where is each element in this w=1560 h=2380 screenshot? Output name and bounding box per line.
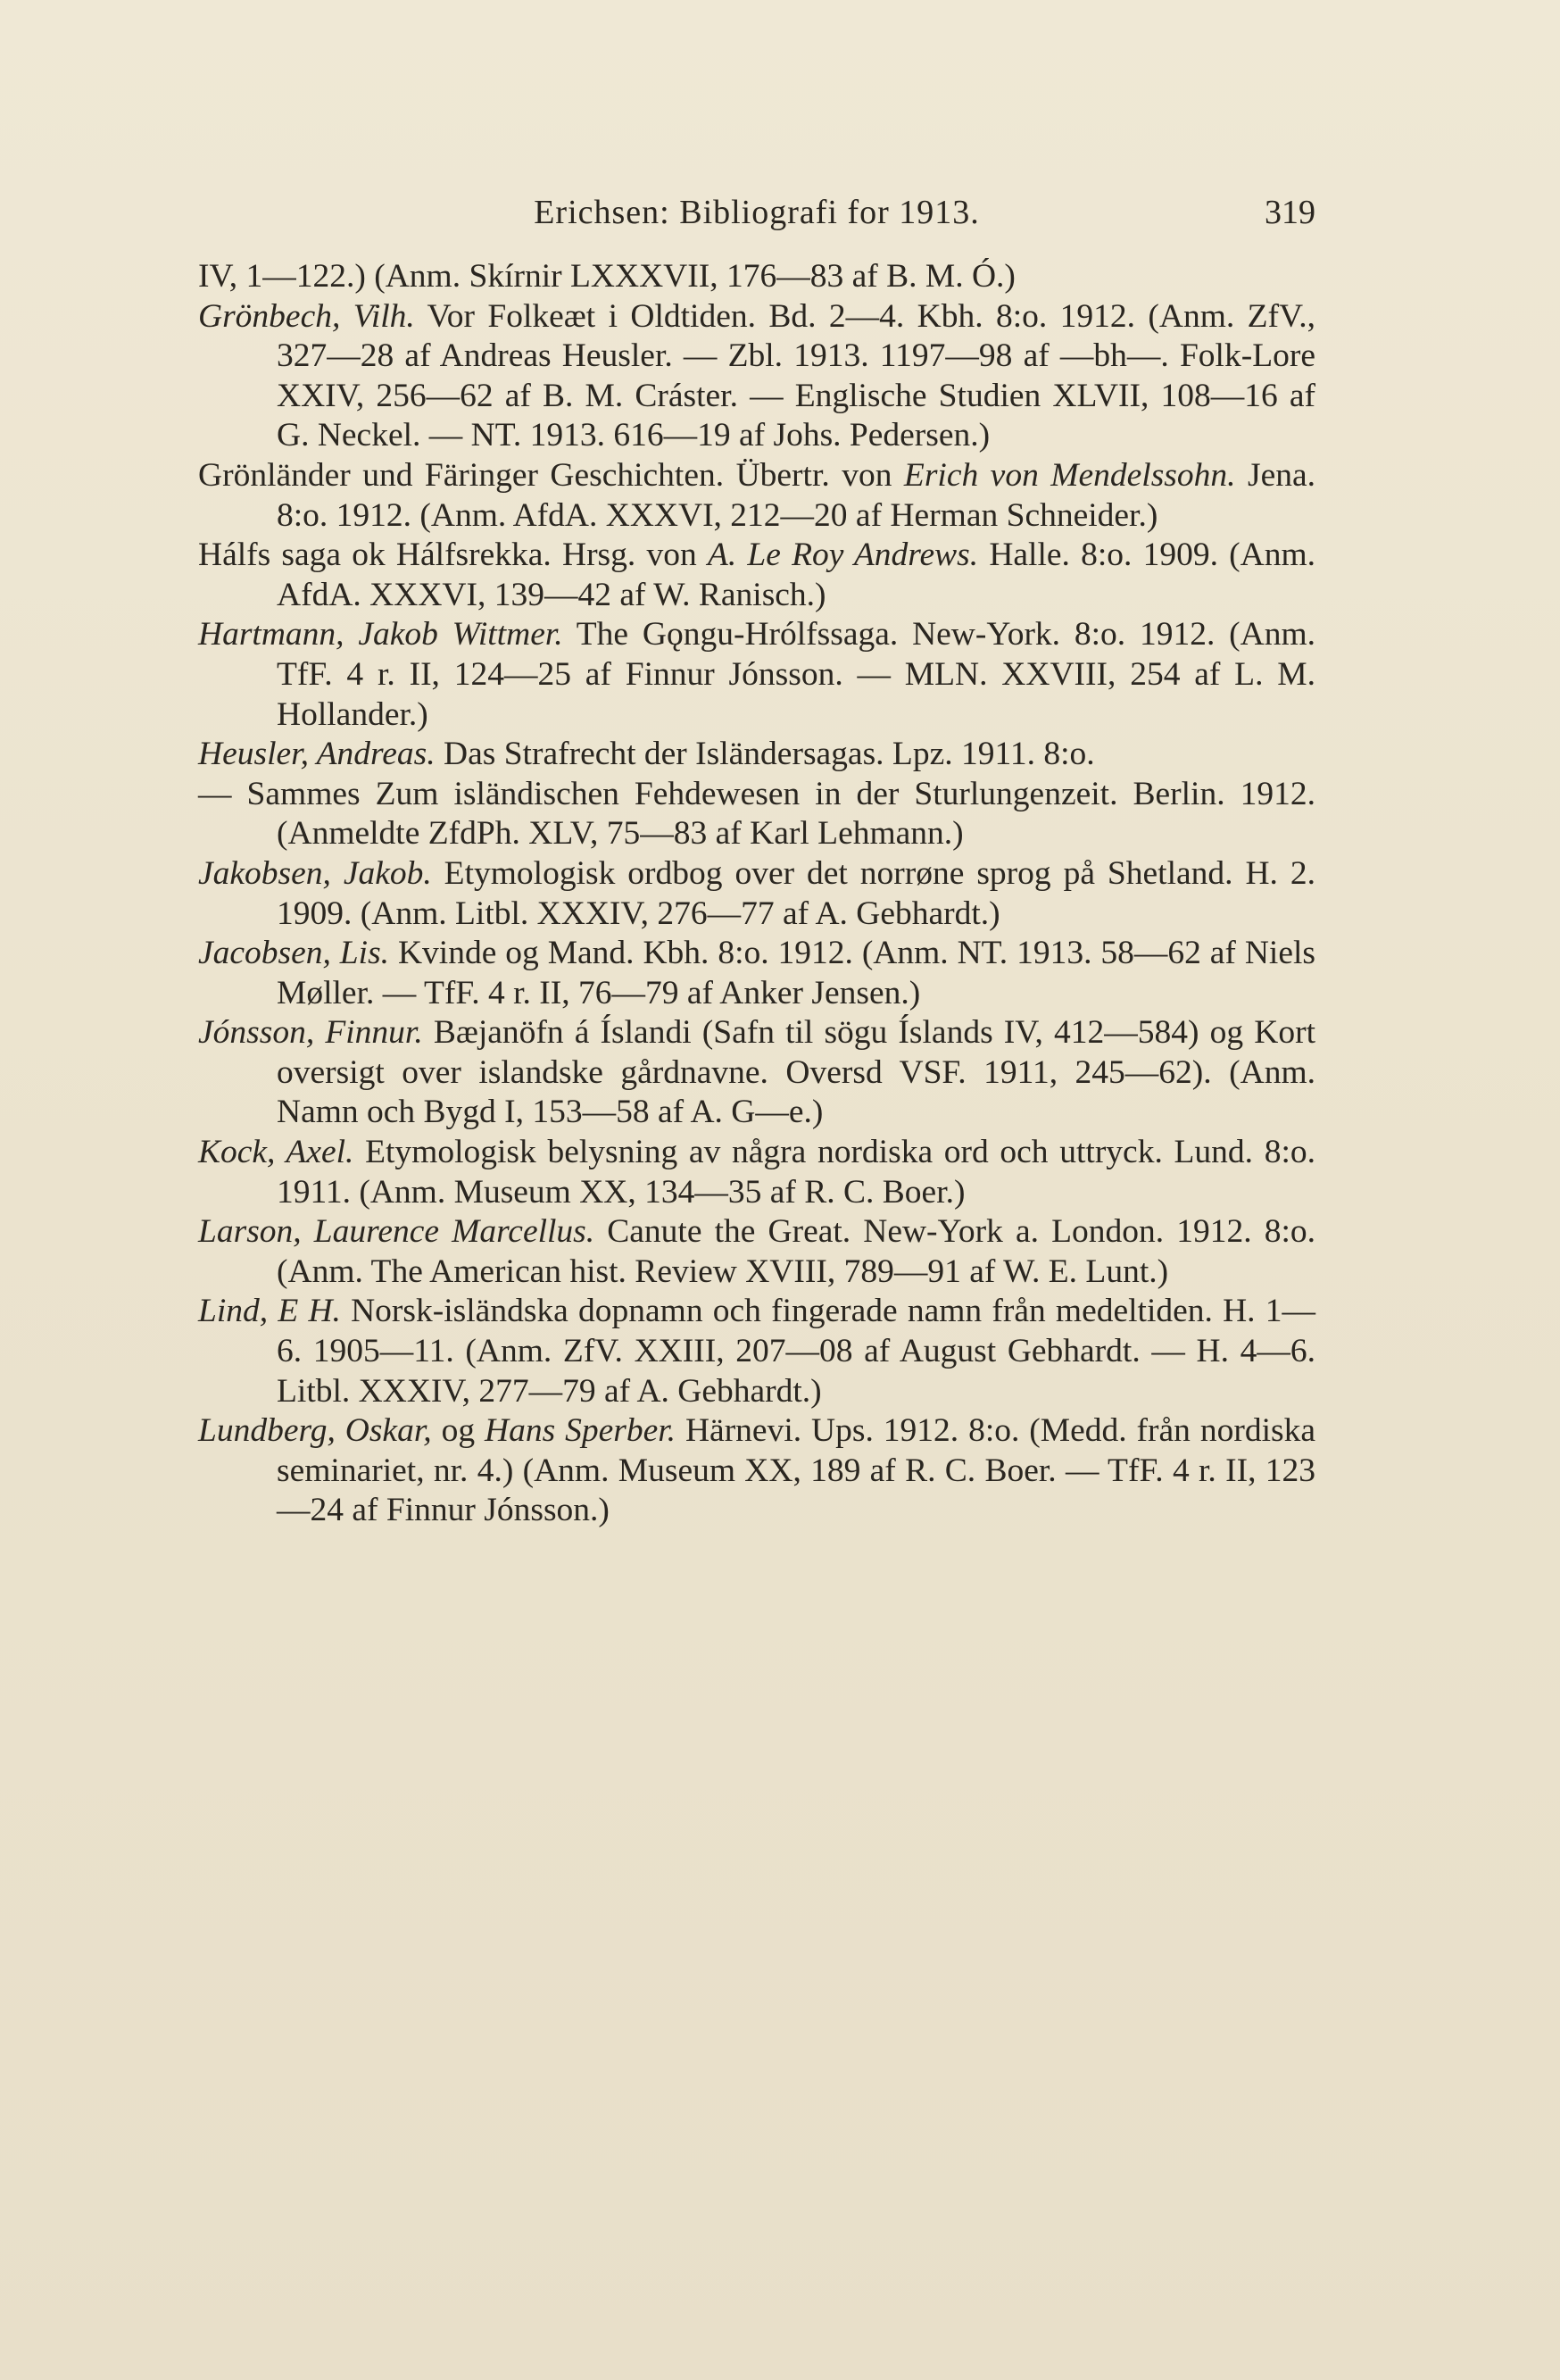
entry-text: — Sammes Zum isländischen Fehdewesen in der Sturlungenzeit. Berlin. 1912. (Anmeldte ZfdPh. XLV, 75—83 af Karl Lehmann.) (198, 775, 1315, 853)
entry-text: Hálfs saga ok Hálfsrekka. Hrsg. von (198, 537, 708, 574)
entry-text-after: Jena. 8:o. 1912. (Anm. AfdA. XXXVI, 212—20 af Herman Schneider.) (277, 456, 1315, 534)
entry-text: Etymologisk ordbog over det norrøne sprog på Shetland. H. 2. 1909. (Anm. Litbl. XXXIV, 276—77 af A. Gebhardt.) (277, 854, 1315, 932)
entry-text: The Gǫngu-Hrólfssaga. New-York. 8:o. 1912. (Anm. TfF. 4 r. II, 124—25 af Finnur Jónsson. — MLN. XXVIII, 254 af L. M. Hollander.) (277, 616, 1315, 733)
entry-author: Jacobsen, Lis. (198, 935, 390, 972)
entry-text-after: Halle. 8:o. 1909. (Anm. AfdA. XXXVI, 139—42 af W. Ranisch.) (277, 537, 1315, 613)
entry-author: Kock, Axel. (198, 1134, 354, 1171)
running-head: Erichsen: Bibliografi for 1913. (534, 194, 980, 231)
entry-author: Jakobsen, Jakob. (198, 854, 432, 892)
bibliography-entry (198, 1411, 1315, 1531)
bibliography-entry (198, 854, 1315, 934)
entry-text: Vor Folkeæt i Oldtiden. Bd. 2—4. Kbh. 8:o. 1912. (Anm. ZfV., 327—28 af Andreas Heusler. — Zbl. 1913. 1197—98 af —bh—. Folk-Lore XXIV, 256—62 af B. M. Cráster. — Englische Studien XLVII, 108—16 af G. Neckel. — NT. 1913. 616—19 af Johs. Pedersen.) (277, 297, 1315, 454)
bibliography-entry (198, 1212, 1315, 1292)
entry-text: og (431, 1412, 485, 1450)
bibliography-entry (198, 297, 1315, 456)
entry-author: Heusler, Andreas. (198, 736, 436, 773)
entry-text: Das Strafrecht der Isländersagas. Lpz. 1911. 8:o. (435, 736, 1095, 773)
entry-author: Lind, E H. (198, 1293, 341, 1330)
entry-author: Grönbech, Vilh. (198, 297, 415, 335)
entry-text: IV, 1—122.) (Anm. Skírnir LXXXVII, 176—83 af B. M. Ó.) (198, 258, 1016, 295)
entry-text-after: Härnevi. Ups. 1912. 8:o. (Medd. från nordiska seminariet, nr. 4.) (Anm. Museum XX, 189 af R. C. Boer. — TfF. 4 r. II, 123—24 af Finnur Jónsson.) (277, 1412, 1315, 1529)
page-number: 319 (1265, 194, 1315, 231)
entry-text: Grönländer und Färinger Geschichten. Übertr. von (198, 456, 904, 494)
entry-author: Larson, Laurence Marcellus. (198, 1213, 595, 1251)
entry-italic: Hans Sperber. (485, 1412, 676, 1450)
bibliography-body (198, 257, 1315, 1531)
bibliography-entry (198, 1013, 1315, 1133)
bibliography-entry (198, 257, 1315, 297)
bibliography-entry (198, 775, 1315, 854)
bibliography-entry (198, 735, 1315, 775)
bibliography-entry (198, 456, 1315, 536)
entry-text: Etymologisk belysning av några nordiska ord och uttryck. Lund. 8:o. 1911. (Anm. Museum XX, 134—35 af R. C. Boer.) (277, 1134, 1315, 1211)
bibliography-entry (198, 1292, 1315, 1411)
entry-text: Bæjanöfn á Íslandi (Safn til sögu Íslands IV, 412—584) og Kort oversigt over islandske gårdnavne. Oversd VSF. 1911, 245—62). (Anm. Namn och Bygd I, 153—58 af A. G—e.) (277, 1014, 1315, 1131)
entry-text: Canute the Great. New-York a. London. 1912. 8:o. (Anm. The American hist. Review XVIII, 789—91 af W. E. Lunt.) (277, 1213, 1315, 1290)
page-header (198, 186, 1315, 239)
bibliography-entry (198, 1133, 1315, 1212)
entry-italic: Erich von Mendelssohn. (903, 456, 1236, 494)
entry-text: Norsk-isländska dopnamn och fingerade namn från medeltiden. H. 1—6. 1905—11. (Anm. ZfV. XXIII, 207—08 af August Gebhardt. — H. 4—6. Litbl. XXXIV, 277—79 af A. Gebhardt.) (277, 1293, 1316, 1410)
entry-author: Jónsson, Finnur. (198, 1014, 423, 1052)
entry-author: Lundberg, Oskar, (198, 1412, 432, 1450)
entry-text: Kvinde og Mand. Kbh. 8:o. 1912. (Anm. NT. 1913. 58—62 af Niels Møller. — TfF. 4 r. II, 76—79 af Anker Jensen.) (277, 935, 1315, 1011)
entry-author: Hartmann, Jakob Wittmer. (198, 616, 563, 653)
bibliography-entry (198, 615, 1315, 735)
bibliography-entry (198, 536, 1315, 615)
entry-italic: A. Le Roy Andrews. (707, 537, 979, 574)
bibliography-entry (198, 934, 1315, 1013)
